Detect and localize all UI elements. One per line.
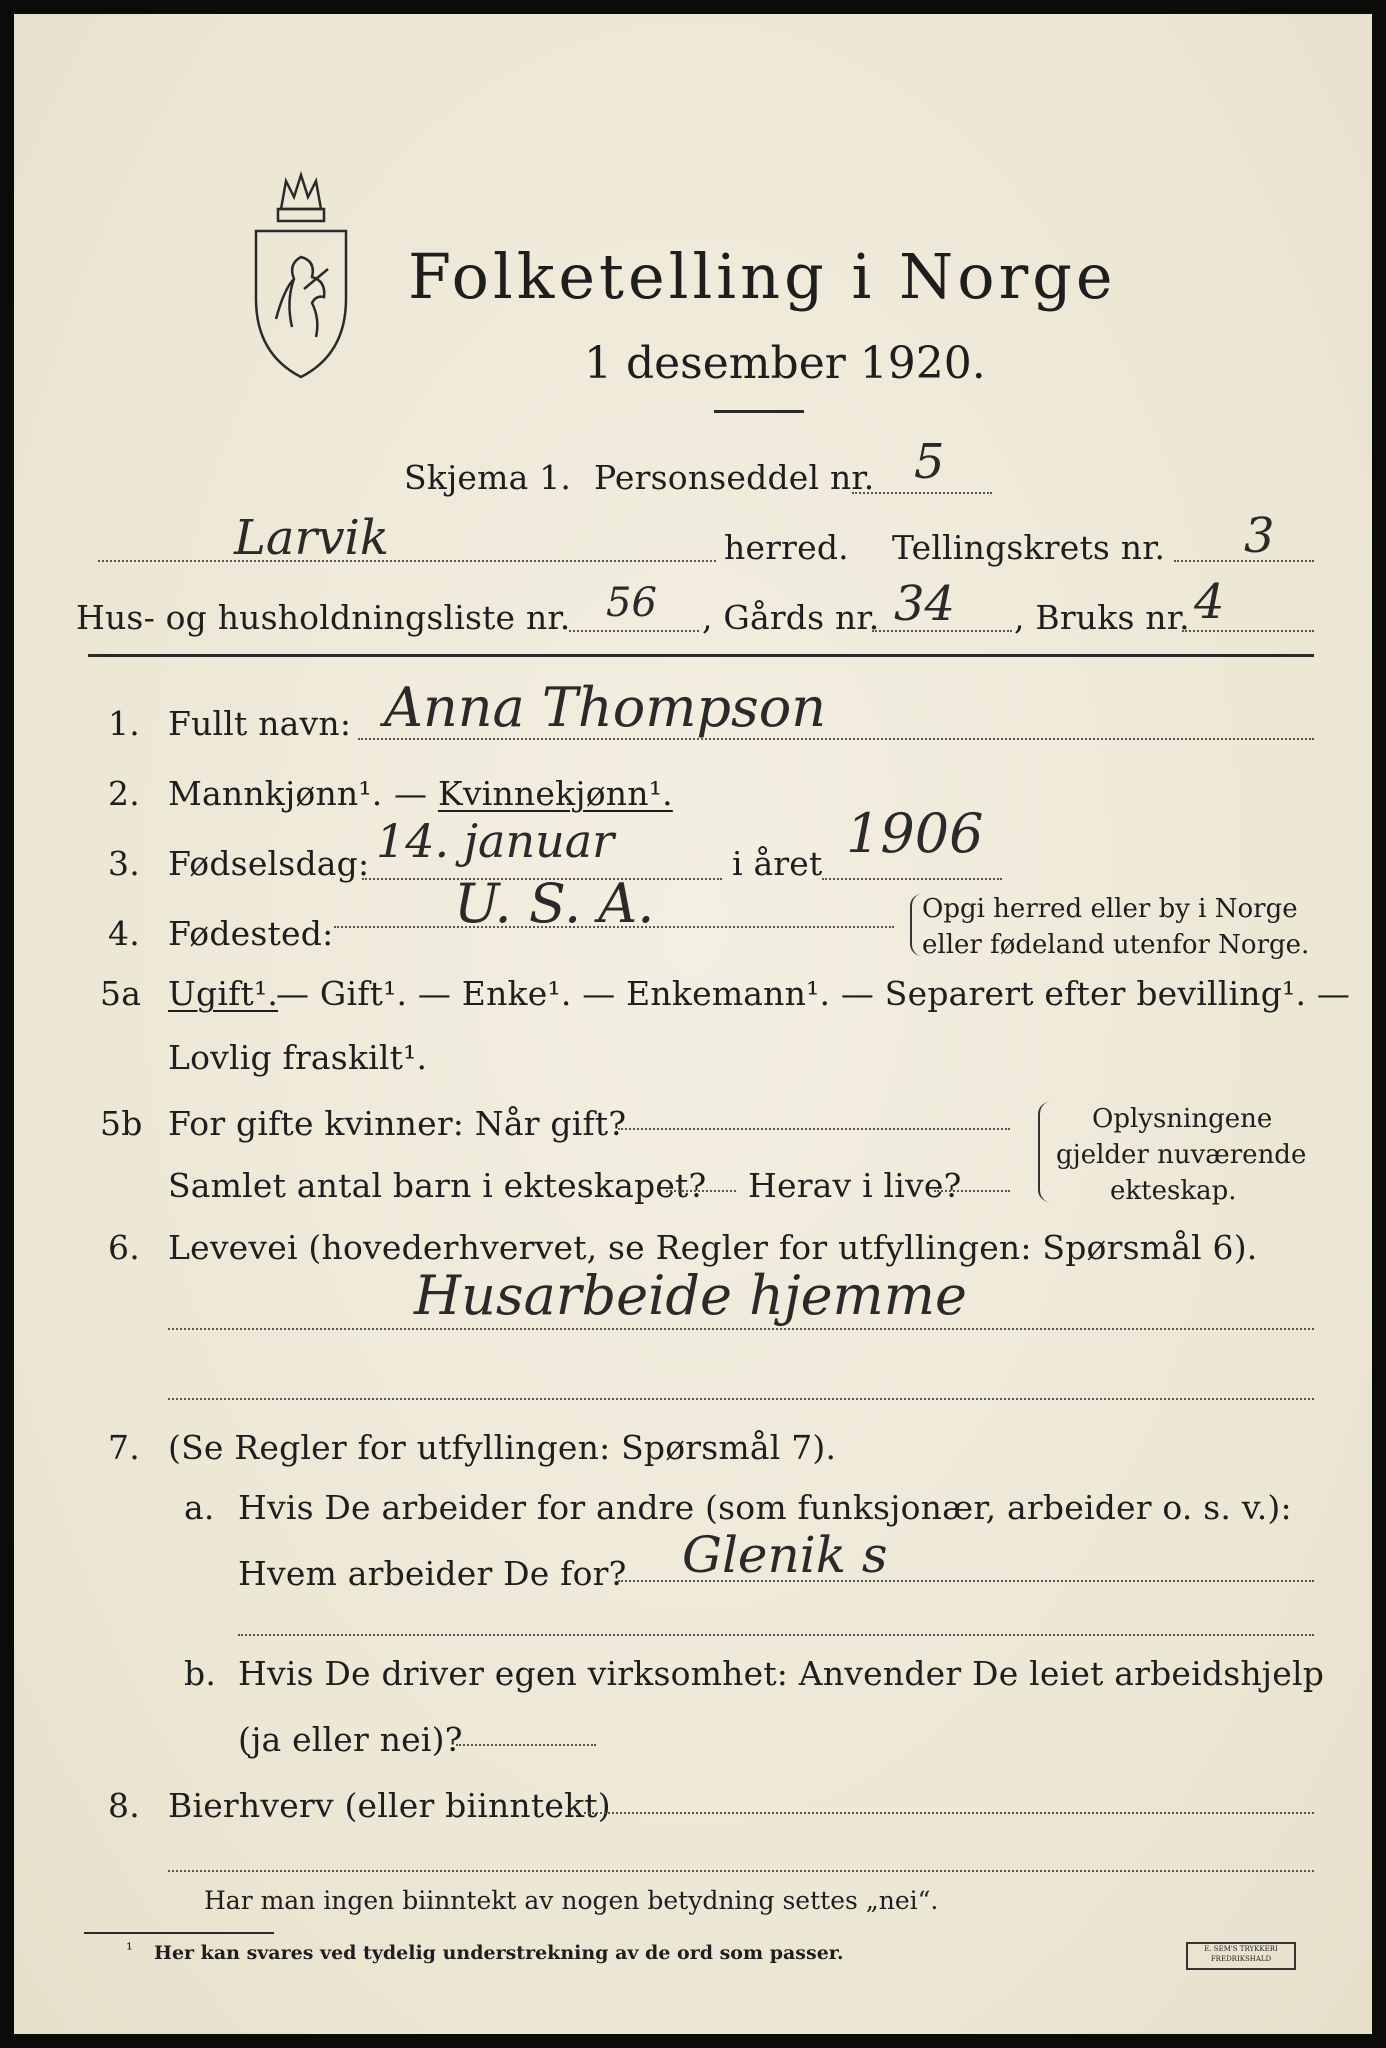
printer-stamp: E. SEM'S TRYKKERI FREDRIKSHALD [1186, 1942, 1296, 1970]
q1-label: Fullt navn: [168, 704, 352, 743]
title-divider [714, 410, 804, 413]
q8-dots-2 [168, 1870, 1314, 1872]
q7a-letter: a. [184, 1488, 215, 1527]
bruks-value: 4 [1194, 574, 1225, 630]
q2-dash: — [394, 774, 428, 813]
q5b-note-3: ekteskap. [1110, 1176, 1237, 1206]
q7b-line1: Hvis De driver egen virksomhet: Anvender De leiet arbeidshjelp [238, 1654, 1325, 1693]
personseddel-dots [852, 492, 992, 494]
q1-number: 1. [108, 704, 140, 743]
q5b-note-1: Oplysningene [1092, 1104, 1273, 1134]
q3-year-label: i året [732, 844, 823, 883]
q4-number: 4. [108, 914, 140, 953]
q1-value: Anna Thompson [384, 676, 826, 739]
q5b-line2b: Herav i live? [748, 1166, 962, 1205]
q6-label: Levevei (hovederhvervet, se Regler for utfyllingen: Spørsmål 6). [168, 1228, 1258, 1267]
q3-year-dots [822, 878, 1002, 880]
herred-label: herred. [724, 528, 849, 567]
q5a-line2: Lovlig fraskilt¹. [168, 1038, 428, 1077]
form-title: Folketelling i Norge [408, 240, 1117, 313]
q4-brace [910, 894, 922, 956]
q4-note-1: Opgi herred eller by i Norge [922, 894, 1298, 924]
q2-number: 2. [108, 774, 140, 813]
q3-value: 14. januar [376, 814, 615, 868]
q5a-number: 5a [100, 974, 142, 1013]
schema-label: Skjema 1. [404, 458, 572, 497]
bruks-dots [1182, 630, 1314, 632]
header-rule [88, 654, 1314, 657]
bruks-label: , Bruks nr. [1014, 598, 1190, 637]
q3-label: Fødselsdag: [168, 844, 370, 883]
q7a-line2: Hvem arbeider De for? [238, 1554, 627, 1593]
q5b-line2a: Samlet antal barn i ekteskapet? [168, 1166, 707, 1205]
q7b-letter: b. [184, 1654, 217, 1693]
footnote-text: Her kan svares ved tydelig understrekning av de ord som passer. [154, 1942, 844, 1964]
personseddel-label: Personseddel nr. [594, 458, 875, 497]
gards-value: 34 [894, 576, 956, 632]
herred-dots [98, 560, 716, 562]
personseddel-value: 5 [914, 434, 945, 490]
q5b-note-2: gjelder nuværende [1056, 1140, 1307, 1170]
q7a-line1: Hvis De arbeider for andre (som funksjonær, arbeider o. s. v.): [238, 1488, 1292, 1527]
q8-dots-1 [584, 1812, 1314, 1814]
q5b-dots-3 [934, 1190, 1010, 1192]
q5b-dots-2 [666, 1190, 736, 1192]
q8-number: 8. [108, 1786, 140, 1825]
herred-value: Larvik [234, 510, 389, 566]
q7a-value: Glenik s [682, 1526, 888, 1584]
q5a-ugift: Ugift¹. [168, 974, 279, 1013]
gards-label: , Gårds nr. [702, 598, 880, 637]
tellingskrets-label: Tellingskrets nr. [892, 528, 1166, 567]
q3-number: 3. [108, 844, 140, 883]
q6-number: 6. [108, 1228, 140, 1267]
q7-number: 7. [108, 1428, 140, 1467]
q7b-dots [456, 1744, 596, 1746]
q5b-number: 5b [100, 1104, 143, 1143]
q8-label: Bierhverv (eller biinntekt) [168, 1786, 611, 1825]
q4-label: Fødested: [168, 914, 334, 953]
hus-label: Hus- og husholdningsliste nr. [76, 598, 571, 637]
q2-female: Kvinnekjønn¹. [438, 774, 673, 813]
q4-value: U. S. A. [454, 872, 655, 935]
hus-value: 56 [606, 580, 657, 626]
census-date: 1 desember 1920. [584, 338, 986, 389]
footnote-mark: ¹ [126, 1940, 133, 1960]
q6-dots-2 [168, 1398, 1314, 1400]
q6-dots-1 [168, 1328, 1314, 1330]
q5b-line1: For gifte kvinner: Når gift? [168, 1104, 627, 1143]
q7-label: (Se Regler for utfyllingen: Spørsmål 7). [168, 1428, 837, 1467]
footnote-rule [84, 1932, 274, 1934]
q3-year-value: 1906 [846, 802, 984, 865]
q5a-options: — Gift¹. — Enke¹. — Enkemann¹. — Separert efter bevilling¹. — [276, 974, 1351, 1013]
hus-dots [569, 630, 699, 632]
census-form [14, 14, 1372, 2034]
q7a-dots-2 [238, 1634, 1314, 1636]
norway-lion-icon [246, 169, 356, 384]
q5b-brace [1038, 1102, 1050, 1202]
q2-male: Mannkjønn¹. [168, 774, 383, 813]
tellingskrets-value: 3 [1244, 508, 1275, 564]
q4-note-2: eller fødeland utenfor Norge. [922, 930, 1310, 960]
footer-note: Har man ingen biinntekt av nogen betydning settes „nei“. [204, 1886, 939, 1915]
q6-value: Husarbeide hjemme [414, 1264, 967, 1327]
q5b-dots-1 [618, 1128, 1010, 1130]
q7b-line2: (ja eller nei)? [238, 1720, 463, 1759]
